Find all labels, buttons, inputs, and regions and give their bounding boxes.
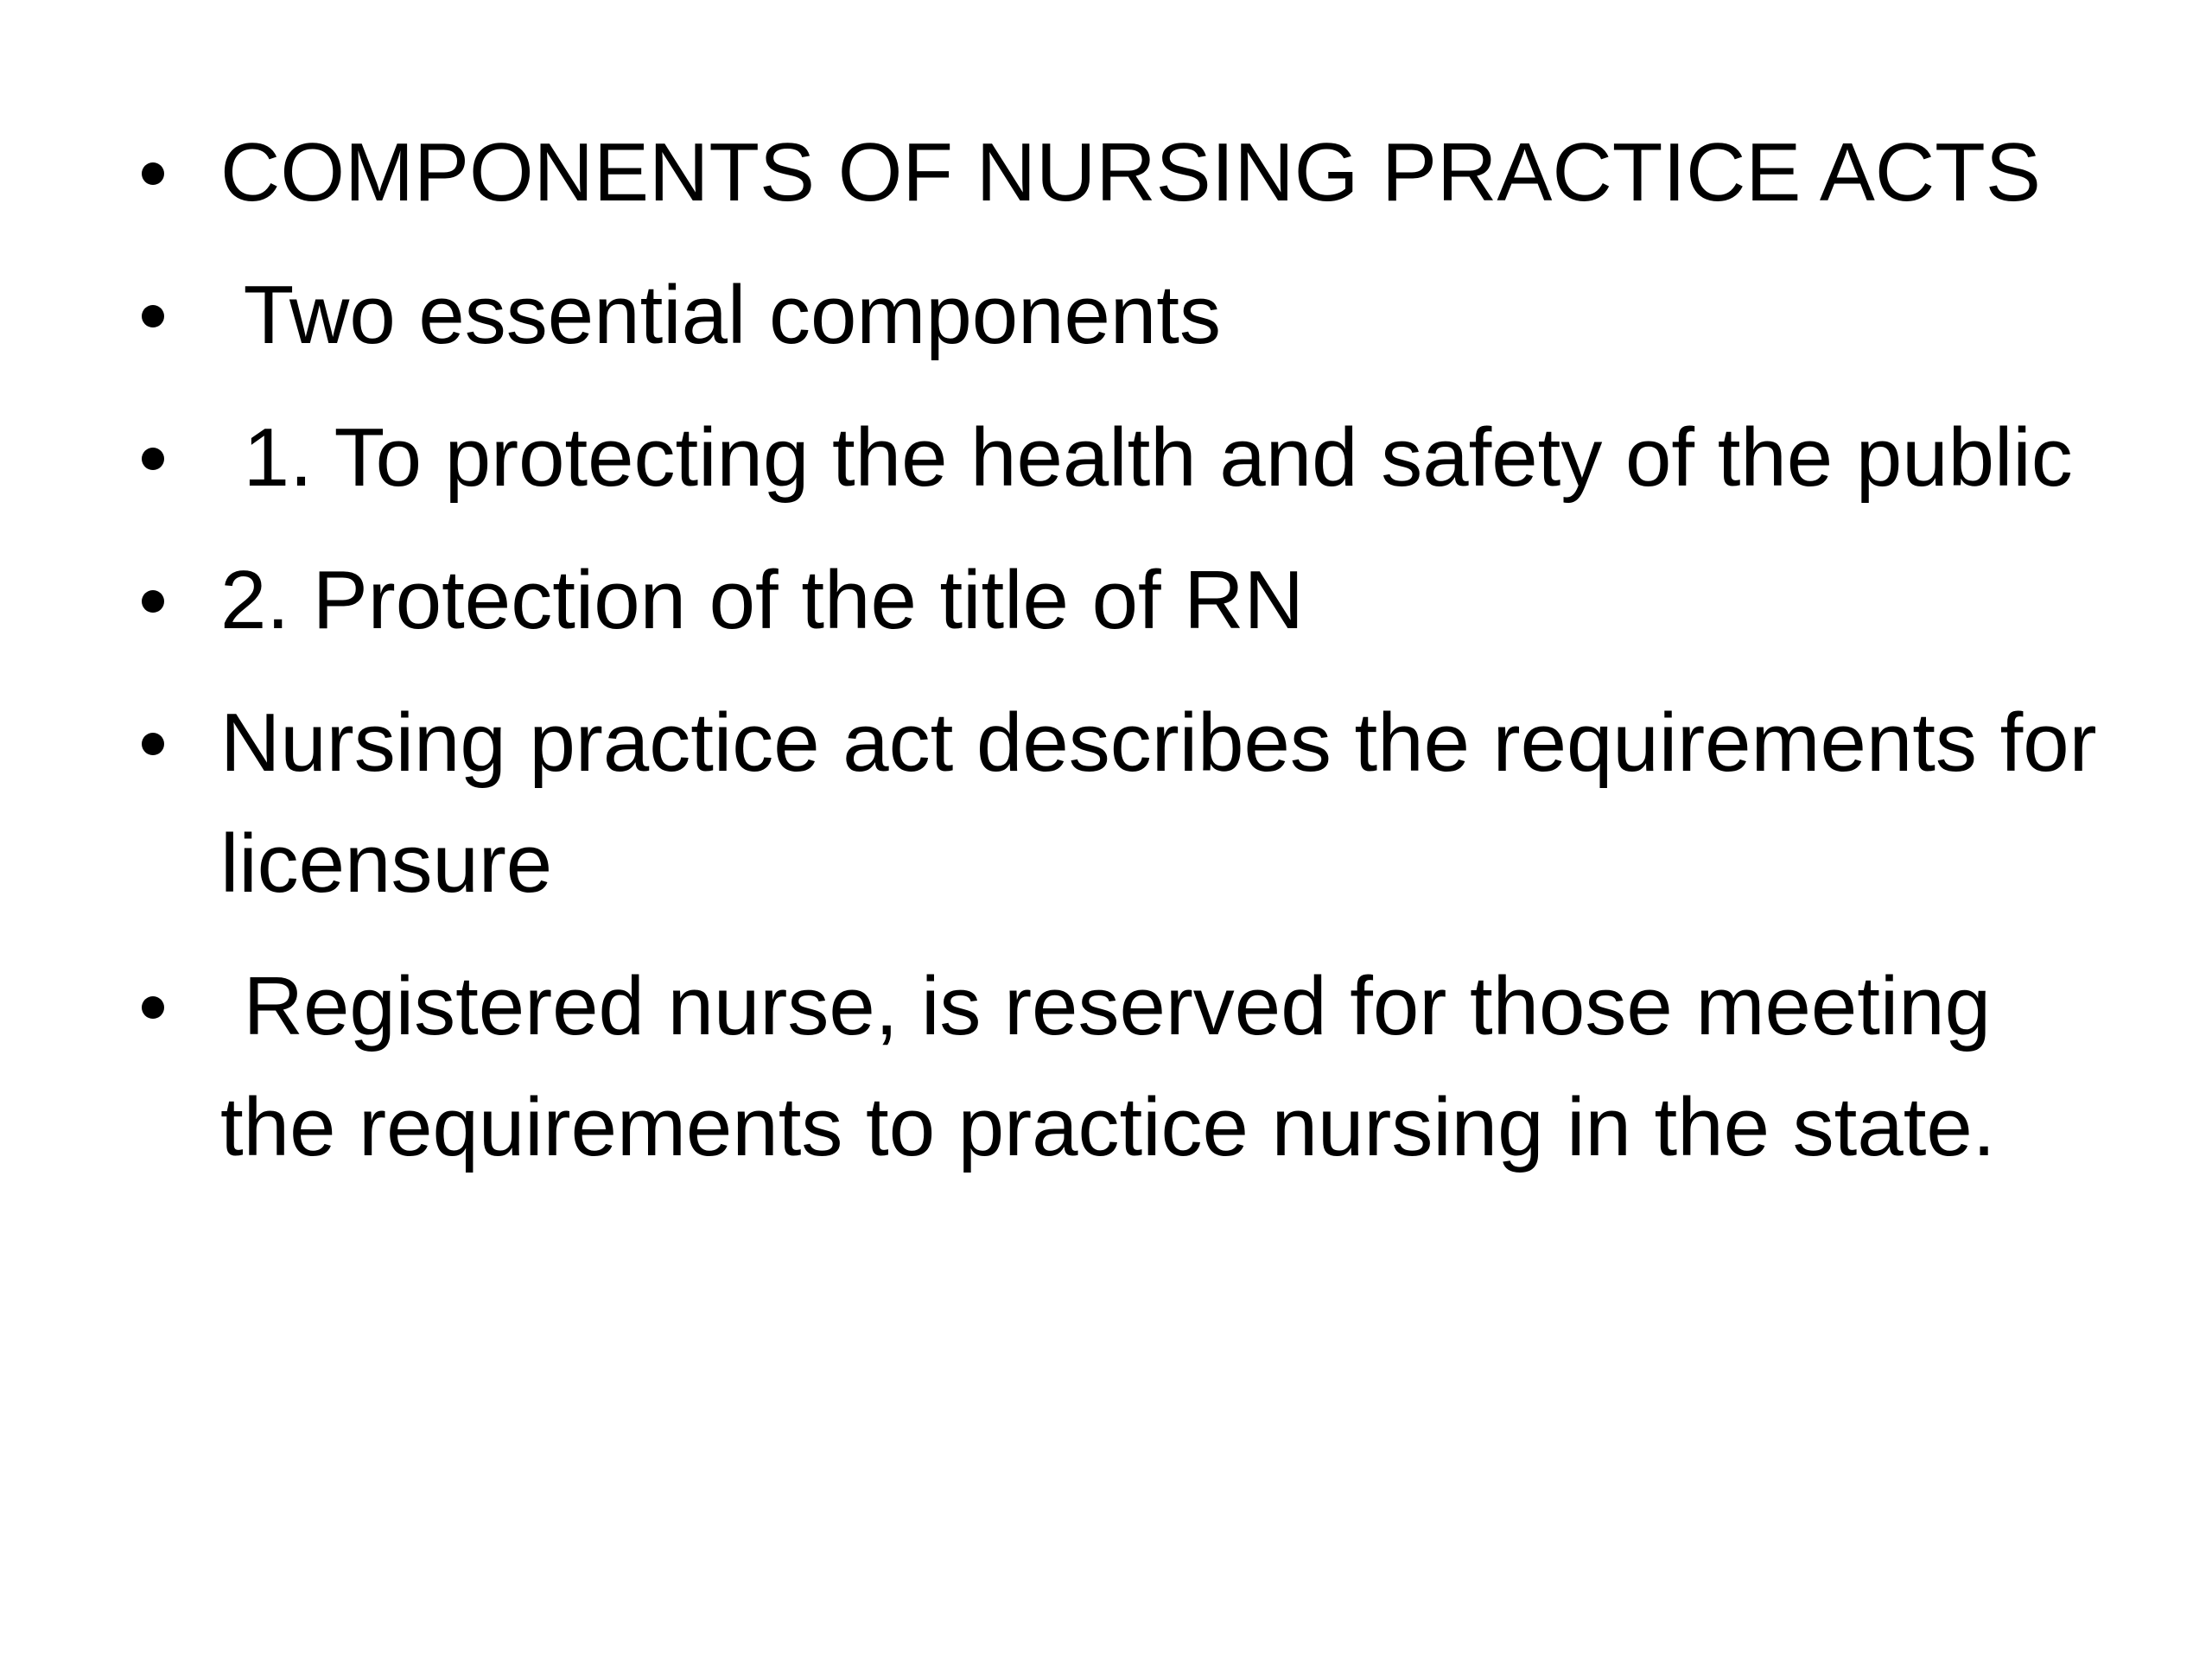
- bullet-item-licensure: [130, 683, 2120, 925]
- bullet-icon: [142, 590, 164, 613]
- bullet-item-protect-public: [130, 397, 2117, 518]
- bullet-icon: [142, 162, 164, 185]
- bullet-icon: [142, 305, 164, 327]
- bullet-item-registered-nurse: [130, 946, 2117, 1188]
- bullet-text: Nursing practice act describes the requirements for licensure: [220, 696, 2120, 910]
- bullet-text: Registered nurse, is reserved for those meeting the requirements to practice nursing in the state.: [220, 960, 2014, 1173]
- bullet-text: 1. To protecting the health and safety of the public: [220, 411, 2073, 504]
- bullet-item-heading: [130, 112, 2117, 233]
- bullet-text: Two essential components: [220, 269, 1221, 361]
- bullet-text: COMPONENTS OF NURSING PRACTICE ACTS: [220, 126, 2041, 219]
- bullet-icon: [142, 996, 164, 1019]
- bullet-text: 2. Protection of the title of RN: [220, 554, 1304, 646]
- bullet-icon: [142, 733, 164, 755]
- bullet-list: [130, 112, 2120, 1210]
- bullet-icon: [142, 448, 164, 470]
- bullet-item-two-components: [130, 255, 2117, 376]
- bullet-item-title-rn: [130, 540, 2117, 661]
